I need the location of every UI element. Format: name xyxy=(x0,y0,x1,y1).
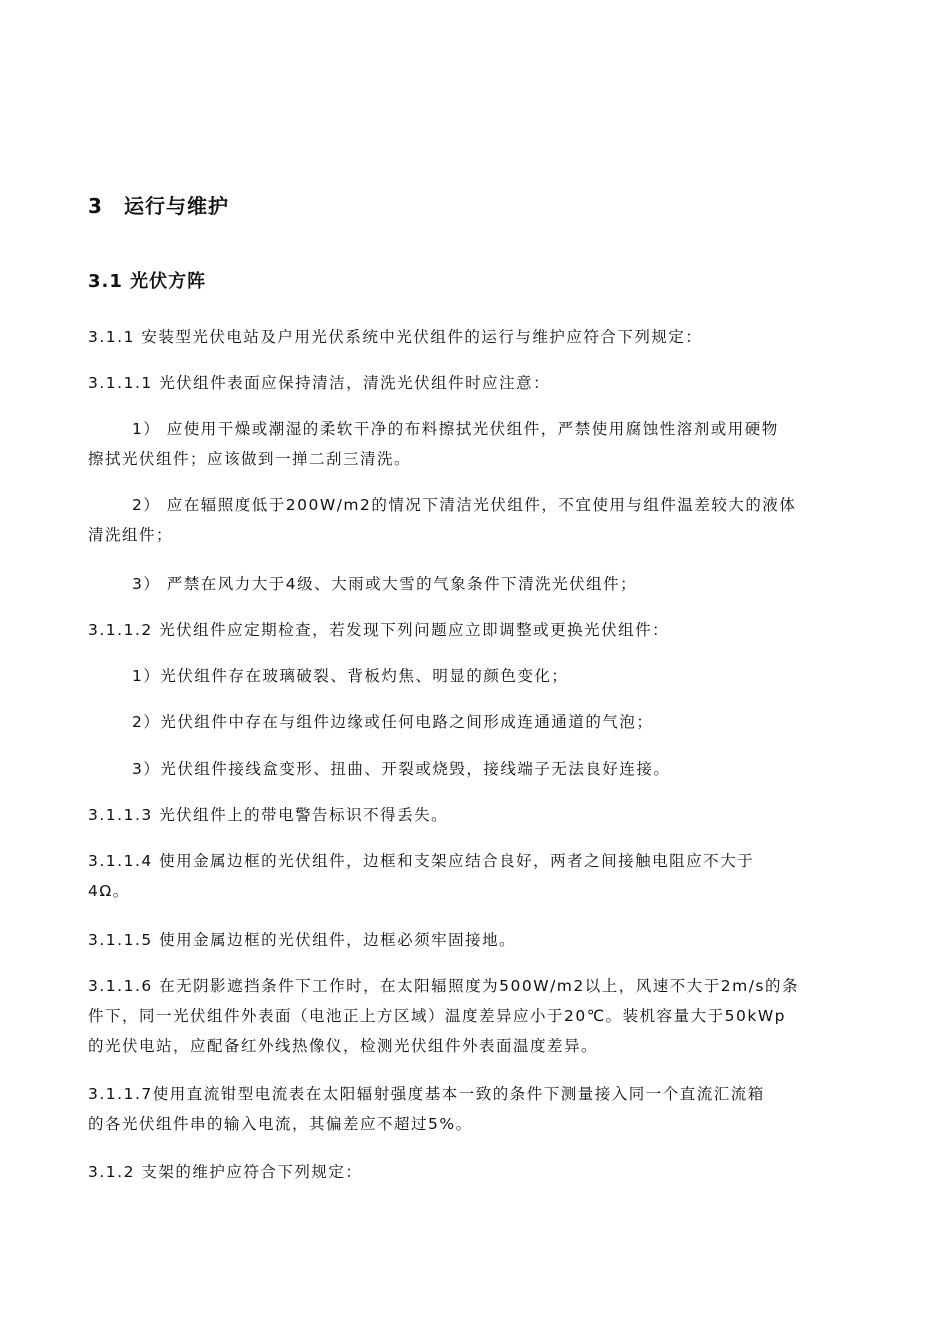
clause-line: 3.1.1.7使用直流钳型电流表在太阳辐射强度基本一致的条件下测量接入同一个直流汇流箱 xyxy=(88,1085,765,1103)
chapter-heading xyxy=(88,190,229,219)
item-clean-2 xyxy=(88,490,864,550)
item-line: 2） 应在辐照度低于200W/m2的情况下清洁光伏组件，不宜使用与组件温差较大的液体 xyxy=(132,496,797,514)
clause-3-1-2: 3.1.2 支架的维护应符合下列规定： xyxy=(88,1163,363,1181)
clause-line: 3.1.1.4 使用金属边框的光伏组件，边框和支架应结合良好，两者之间接触电阻应不大于 xyxy=(88,852,755,870)
clause-3-1-1: 3.1.1 安装型光伏电站及户用光伏系统中光伏组件的运行与维护应符合下列规定： xyxy=(88,328,703,346)
item-check-3: 3）光伏组件接线盒变形、扭曲、开裂或烧毁，接线端子无法良好连接。 xyxy=(132,760,671,778)
clause-3-1-1-5: 3.1.1.5 使用金属边框的光伏组件，边框必须牢固接地。 xyxy=(88,931,517,949)
chapter-number: 3 xyxy=(88,194,103,218)
clause-3-1-1-4 xyxy=(88,846,864,906)
item-line: 1） 应使用干燥或潮湿的柔软干净的布料擦拭光伏组件，严禁使用腐蚀性溶剂或用硬物 xyxy=(132,420,779,438)
item-clean-1 xyxy=(88,414,864,474)
chapter-title: 运行与维护 xyxy=(124,194,229,218)
clause-3-1-1-7 xyxy=(88,1079,864,1139)
clause-3-1-1-6 xyxy=(88,971,864,1061)
item-line: 擦拭光伏组件；应该做到一掸二刮三清洗。 xyxy=(88,450,412,468)
clause-line: 的各光伏组件串的输入电流，其偏差应不超过5%。 xyxy=(88,1115,473,1133)
item-line: 清洗组件； xyxy=(88,526,174,544)
item-clean-3: 3） 严禁在风力大于4级、大雨或大雪的气象条件下清洗光伏组件； xyxy=(132,575,638,593)
clause-line: 3.1.1.6 在无阴影遮挡条件下工作时，在太阳辐照度为500W/m2以上，风速不大于2m/s的条 xyxy=(88,977,800,995)
clause-3-1-1-2: 3.1.1.2 光伏组件应定期检查，若发现下列问题应立即调整或更换光伏组件： xyxy=(88,621,670,639)
clause-3-1-1-1: 3.1.1.1 光伏组件表面应保持清洁，清洗光伏组件时应注意： xyxy=(88,374,551,392)
section-heading: 3.1 光伏方阵 xyxy=(88,271,207,292)
clause-line: 的光伏电站，应配备红外线热像仪，检测光伏组件外表面温度差异。 xyxy=(88,1037,599,1055)
item-check-2: 2）光伏组件中存在与组件边缘或任何电路之间形成连通通道的气泡； xyxy=(132,713,654,731)
clause-3-1-1-3: 3.1.1.3 光伏组件上的带电警告标识不得丢失。 xyxy=(88,806,449,824)
item-check-1: 1）光伏组件存在玻璃破裂、背板灼焦、明显的颜色变化； xyxy=(132,667,569,685)
clause-line: 件下，同一光伏组件外表面（电池正上方区域）温度差异应小于20℃。装机容量大于50kWp xyxy=(88,1007,786,1025)
clause-line: 4Ω。 xyxy=(88,882,130,900)
